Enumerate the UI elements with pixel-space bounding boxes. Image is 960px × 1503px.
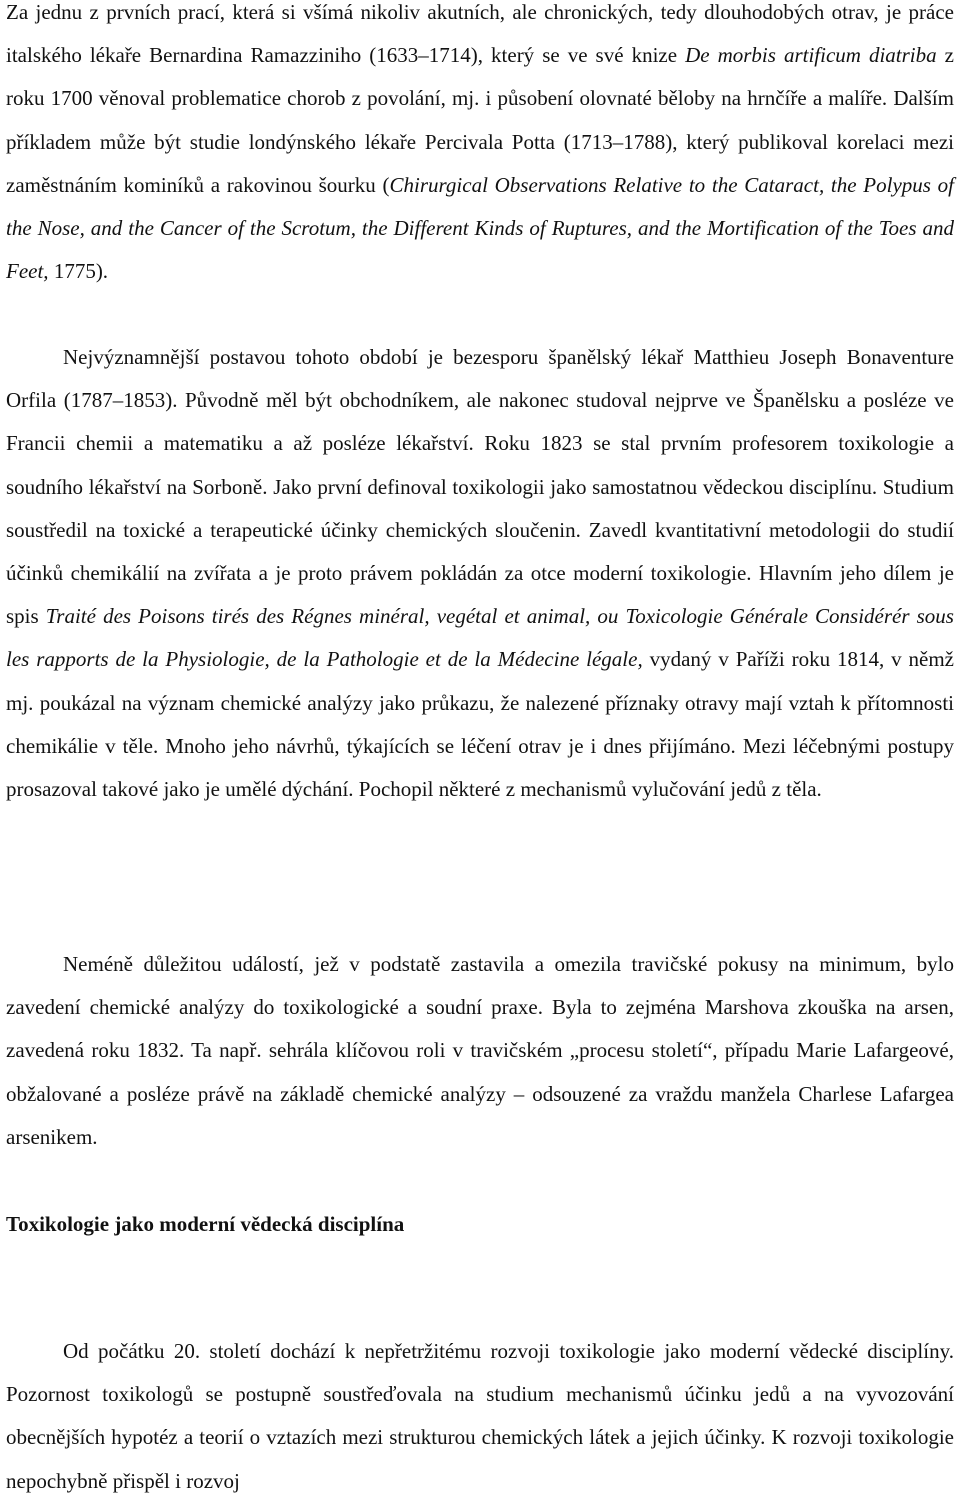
text-run: Za jednu z prvních prací, která si všímá nikoliv akutních, ale chronických, tedy dlouhodobých otrav, je práce italského lékaře Bernardina Ramazziniho (1633–1714), který se ve své knize [6, 0, 954, 68]
text-run: z roku 1700 věnoval problematice chorob z povolání, mj. i působení olovnaté běloby na hrnčíře a malíře. Dalším příkladem může být studie londýnského lékaře Percivala Potta (1713–1788), který publikoval korelaci mezi zaměstnáním kominíků a rakovinou šourku ( [6, 43, 954, 197]
text-run: 1775). [48, 259, 109, 284]
book-title-italic: Traité des Poisons tirés des Régnes minéral, vegétal et animal, ou Toxicologie Générale Considérér sous les rapports de la Physiologie, de la Pathologie et de la Médecine légale, [6, 604, 954, 672]
paragraph-orfila [6, 336, 954, 811]
text-run: vydaný v Paříži roku 1814, v němž mj. poukázal na význam chemické analýzy jako průkazu, že nalezené příznaky otravy mají vztah k přítomnosti chemikálie v těle. Mnoho jeho návrhů, týkajících se léčení otrav je i dnes přijímáno. Mezi léčebnými postupy prosazoval takové jako je umělé dýchání. Pochopil některé z mechanismů vylučování jedů z těla. [6, 647, 954, 802]
book-title-italic: Chirurgical Observations Relative to the Cataract, the Polypus of the Nose, and the Cancer of the Scrotum, the Different Kinds of Ruptures, and the Mortification of the Toes and Feet, [6, 172, 954, 284]
book-title-italic: De morbis artificum diatriba [685, 43, 937, 68]
paragraph-marsh-test: Neméně důležitou událostí, jež v podstatě zastavila a omezila travičské pokusy na minimum, bylo zavedení chemické analýzy do toxikologické a soudní praxe. Byla to zejména Marshova zkouška na arsen, zavedená roku 1832. Ta např. sehrála klíčovou roli v travičském „procesu století“, případu Marie Lafargeové, obžalované a posléze právě na základě chemické analýzy – odsouzené za vraždu manžela Charlese Lafargea arsenikem. [6, 952, 954, 1149]
section-heading: Toxikologie jako moderní vědecká disciplína [6, 1212, 405, 1236]
paragraph-modern-toxicology: Od počátku 20. století dochází k nepřetržitému rozvoji toxikologie jako moderní vědecké disciplíny. Pozornost toxikologů se postupně soustřeďovala na studium mechanismů účinku jedů a na vyvozování obecnějších hypotéz a teorií o vztazích mezi strukturou chemických látek a jejich účinky. K rozvoji toxikologie nepochybně přispěl i rozvoj [6, 1339, 954, 1493]
text-run: Nejvýznamnější postavou tohoto období je bezesporu španělský lékař Matthieu Joseph Bonaventure Orfila (1787–1853). Původně měl být obchodníkem, ale nakonec studoval nejprve ve Španělsku a posléze ve Francii chemii a matematiku a až posléze lékařství. Roku 1823 se stal prvním profesorem toxikologie a soudního lékařství na Sorboně. Jako první definoval toxikologii jako samostatnou vědeckou disciplínu. Studium soustředil na toxické a terapeutické účinky chemických sloučenin. Zavedl kvantitativní metodologii do studií účinků chemikálií na zvířata a je proto právem pokládán za otce moderní toxikologie. Hlavním jeho dílem je spis [6, 345, 954, 629]
paragraph-ramazzini-pott [6, 0, 954, 293]
